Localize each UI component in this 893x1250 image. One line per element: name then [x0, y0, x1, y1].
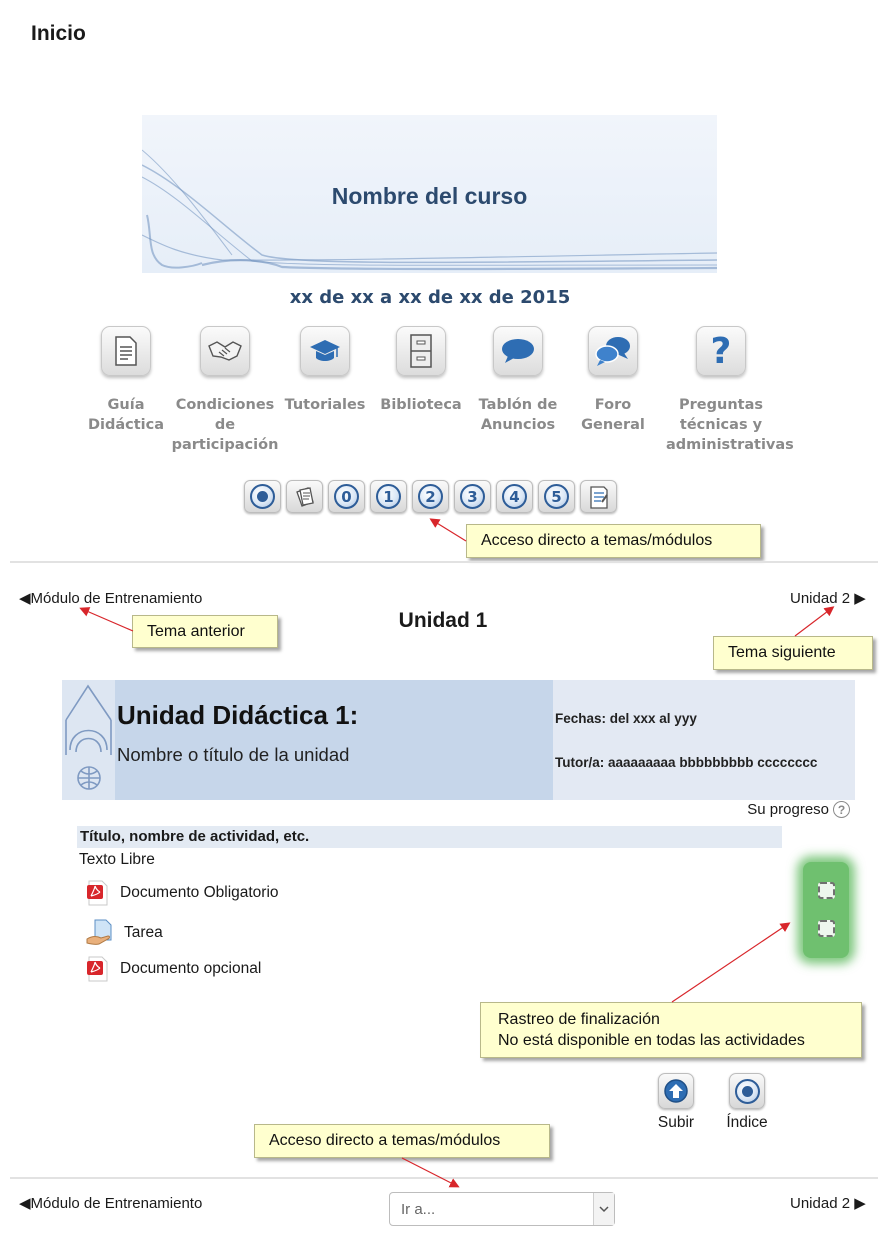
index-icon: [735, 1079, 760, 1104]
triangle-left-icon: ◀: [19, 590, 31, 607]
free-text: Texto Libre: [79, 851, 155, 868]
module-button-2[interactable]: [412, 480, 449, 513]
prev-section-link-footer[interactable]: [19, 1194, 202, 1212]
unit-dates: Fechas: del xxx al yyy: [555, 711, 697, 726]
triangle-right-icon: ▶: [854, 590, 866, 607]
nav-tutoriales[interactable]: [270, 326, 380, 415]
prev-section-label: Módulo de Entrenamiento: [30, 590, 203, 607]
prev-section-link[interactable]: [19, 589, 202, 607]
module-button-1[interactable]: [370, 480, 407, 513]
help-icon[interactable]: ?: [833, 801, 850, 818]
next-section-link[interactable]: [790, 589, 866, 607]
up-label: Subir: [657, 1114, 695, 1131]
course-name: Nombre del curso: [331, 183, 528, 209]
module-button-index[interactable]: [244, 480, 281, 513]
chat-bubbles-icon: [594, 335, 632, 367]
question-mark-icon: ?: [710, 330, 732, 372]
arrow-up-icon: [663, 1078, 689, 1104]
callout-module-access-top: Acceso directo a temas/módulos: [466, 524, 761, 558]
documents-stack-icon: [293, 485, 317, 509]
jump-to-placeholder: Ir a...: [401, 1201, 436, 1218]
callout-completion: [480, 1002, 862, 1058]
activity-label: Documento opcional: [120, 960, 262, 977]
callout-prev-topic: Tema anterior: [132, 615, 278, 648]
nav-tablon[interactable]: [463, 326, 573, 435]
module-number: 0: [334, 484, 359, 509]
completion-tracking: [803, 862, 849, 958]
prev-section-label: Módulo de Entrenamiento: [30, 1195, 203, 1212]
unit-logo: [62, 680, 115, 800]
speech-bubble-icon: [500, 337, 536, 365]
jump-to-select[interactable]: [389, 1192, 615, 1226]
module-button-documents[interactable]: [286, 480, 323, 513]
page-title: Inicio: [31, 22, 86, 45]
nav-condiciones[interactable]: [170, 326, 280, 455]
nav-foro[interactable]: [558, 326, 668, 435]
module-button-evaluation[interactable]: [580, 480, 617, 513]
course-dates: xx de xx a xx de xx de 2015: [289, 287, 571, 308]
section-title: Unidad 1: [398, 609, 488, 632]
progress-indicator: [747, 801, 850, 818]
chevron-down-icon: [593, 1193, 614, 1225]
activity-label: Tarea: [124, 924, 163, 941]
nav-guia-didactica[interactable]: [71, 326, 181, 435]
index-icon: [250, 484, 275, 509]
nav-label: Preguntas técnicas y administrativas: [666, 397, 794, 453]
callout-next-topic: Tema siguiente: [713, 636, 873, 670]
module-buttons: [244, 480, 617, 513]
module-number: 1: [376, 484, 401, 509]
callout-completion-line1: Rastreo de finalización: [498, 1011, 660, 1028]
evaluation-sheet-icon: [587, 484, 611, 510]
building-icon: [62, 680, 115, 800]
index-button[interactable]: [723, 1073, 771, 1132]
next-section-label: Unidad 2: [790, 1195, 851, 1212]
nav-label: Biblioteca: [380, 397, 462, 413]
nav-label: Tablón de Anuncios: [478, 397, 558, 433]
nav-preguntas[interactable]: [666, 326, 794, 455]
nav-label: Condiciones de participación: [171, 397, 279, 453]
activity-item[interactable]: [86, 956, 261, 982]
activity-label: Documento Obligatorio: [120, 884, 279, 901]
unit-subtitle: Nombre o título de la unidad: [117, 744, 350, 765]
next-section-label: Unidad 2: [790, 590, 851, 607]
module-button-5[interactable]: [538, 480, 575, 513]
assignment-icon: [86, 919, 114, 947]
next-section-link-footer[interactable]: [790, 1194, 866, 1212]
handshake-icon: [207, 340, 243, 362]
module-number: 4: [502, 484, 527, 509]
triangle-right-icon: ▶: [854, 1195, 866, 1212]
unit-header: [62, 680, 855, 800]
triangle-left-icon: ◀: [19, 1195, 31, 1212]
module-button-0[interactable]: [328, 480, 365, 513]
divider: [10, 561, 878, 563]
nav-biblioteca[interactable]: [366, 326, 476, 415]
pdf-icon: [86, 956, 110, 982]
module-number: 3: [460, 484, 485, 509]
completion-checkbox[interactable]: [818, 920, 835, 937]
progress-label: Su progreso: [747, 801, 829, 818]
pdf-icon: [86, 880, 110, 906]
unit-title-block: [115, 680, 553, 800]
up-button[interactable]: [654, 1073, 698, 1132]
module-number: 5: [544, 484, 569, 509]
nav-label: Guía Didáctica: [87, 397, 165, 433]
nav-label: Tutoriales: [284, 397, 366, 413]
nav-label: Foro General: [581, 397, 645, 433]
callout-completion-line2: No está disponible en todas las actividades: [498, 1032, 805, 1049]
unit-heading: Unidad Didáctica 1:: [117, 700, 359, 730]
graduation-cap-icon: [308, 337, 342, 365]
course-banner: [142, 115, 717, 273]
module-button-4[interactable]: [496, 480, 533, 513]
module-button-3[interactable]: [454, 480, 491, 513]
module-number: 2: [418, 484, 443, 509]
callout-module-access-bottom: Acceso directo a temas/módulos: [254, 1124, 550, 1158]
document-icon: [113, 336, 139, 366]
divider: [10, 1177, 878, 1179]
completion-checkbox[interactable]: [818, 882, 835, 899]
activity-header: Título, nombre de actividad, etc.: [77, 826, 782, 848]
unit-tutor: Tutor/a: aaaaaaaaa bbbbbbbbb cccccccc: [555, 755, 818, 770]
activity-item[interactable]: [86, 880, 279, 906]
activity-item[interactable]: [86, 919, 163, 947]
file-cabinet-icon: [410, 334, 432, 368]
index-label: Índice: [726, 1114, 768, 1131]
